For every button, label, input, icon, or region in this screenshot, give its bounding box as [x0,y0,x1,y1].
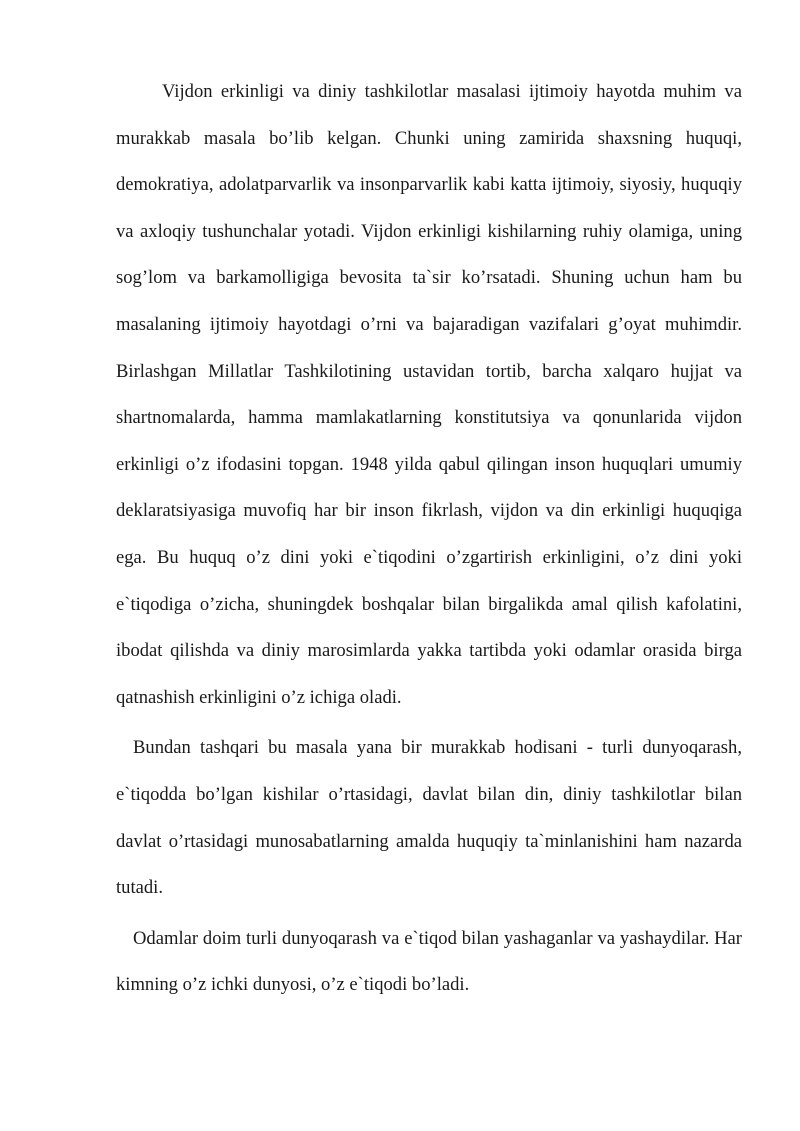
paragraph-3: Odamlar doim turli dunyoqarash va e`tiqod bilan yashaganlar va yashaydilar. Har kimning o’z ichki dunyosi, o’z e`tiqodi bo’ladi. [116,927,742,996]
paragraph-1: Vijdon erkinligi va diniy tashkilotlar masalasi ijtimoiy hayotda muhim va murakkab masala bo’lib kelgan. Chunki uning zamirida shaxsning huquqi, demokratiya, adolatparvarlik va insonparvarlik kabi katta ijtimoiy, siyosiy, huquqiy va axloqiy tushunchalar yotadi. Vijdon erkinligi kishilarning ruhiy olamiga, uning sog’lom va barkamolligiga bevosita ta`sir ko’rsatadi. Shuning uchun ham bu masalaning ijtimoiy hayotdagi o’rni va bajaradigan vazifalari g’oyat muhimdir. Birlashgan Millatlar Tashkilotining ustavidan tortib, barcha xalqaro hujjat va shartnomalarda, hamma mamlakatlarning konstitutsiya va qonunlarida vijdon erkinligi o’z ifodasini topgan. 1948 yilda qabul qilingan inson huquqlari umumiy deklaratsiyasiga muvofiq har bir inson fikrlash, vijdon va din erkinligi huquqiga ega. Bu huquq o’z dini yoki e`tiqodini o’zgartirish erkinligini, o’z dini yoki e`tiqodiga o’zicha, shuningdek boshqalar bilan birgalikda amal qilish kafolatini, ibodat qilishda va diniy marosimlarda yakka tartibda yoki odamlar orasida birga qatnashish erkinligini o’z ichiga oladi. [116,81,742,708]
paragraph-2: Bundan tashqari bu masala yana bir murakkab hodisani - turli dunyoqarash, e`tiqodda bo’lgan kishilar o’rtasidagi, davlat bilan din, diniy tashkilotlar bilan davlat o’rtasidagi munosabatlarning amalda huquqiy ta`minlanishini ham nazarda tutadi. [116,737,742,899]
body-text [116,69,742,1009]
